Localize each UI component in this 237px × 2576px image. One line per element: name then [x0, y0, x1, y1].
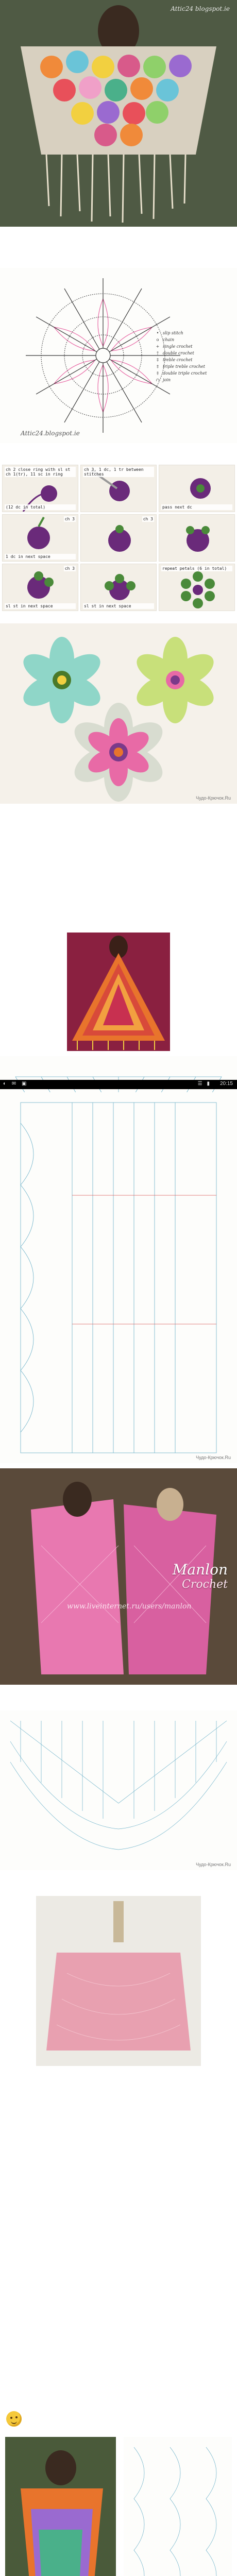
step-8-caption: sl st in next space — [83, 603, 154, 609]
flower-motifs-photo — [0, 623, 237, 804]
step-5-photo — [80, 514, 157, 562]
step-1-caption: ch 2 close ring with sl st ch 1(tr), 11 sc in ring — [5, 467, 76, 477]
lace-shawl-chart-panel — [0, 1092, 237, 1463]
site-watermark-1: Чудо-Крючок.Ru — [196, 795, 231, 801]
pink-wrap-photo — [36, 1896, 201, 2066]
step-tutorial-panel — [0, 464, 237, 618]
bottom-collage — [0, 2432, 237, 2576]
manlon-logo: Manlon Crochet — [172, 1561, 228, 1591]
step-4-extra: ch 3 — [64, 517, 75, 521]
shawl-watermark: Attic24 blogspot.ie — [171, 5, 230, 12]
legend-item: • slip stitch — [155, 330, 207, 336]
treble-crochet-icon: ‡ — [157, 358, 159, 362]
step-9-photo — [159, 564, 235, 611]
legend-item: ∩ join — [155, 377, 207, 383]
legend-item: + single crochet — [155, 343, 207, 350]
double-triple-icon: ‡ — [157, 371, 159, 376]
pink-wrap-photo-panel — [36, 1896, 201, 2066]
poncho-photo — [67, 933, 170, 1051]
join-icon: ∩ — [156, 378, 160, 382]
step-3-caption: pass next dc — [161, 504, 232, 510]
stitch-legend — [155, 330, 207, 383]
legend-item: ‡ triple treble crochet — [155, 363, 207, 370]
status-time: 20:15 — [219, 1081, 233, 1087]
motif-chart-watermark: Attic24.blogspot.ie — [21, 430, 80, 437]
step-5-caption: ch 3 — [143, 517, 153, 521]
motif-chart-panel — [0, 268, 237, 443]
step-1-caption-bottom: (12 dc in total) — [5, 504, 76, 510]
pink-photo-watermark: www.liveinternet.ru/users/manlon — [67, 1602, 192, 1611]
step-8-photo — [80, 564, 157, 611]
step-4-photo — [2, 514, 78, 562]
phone-status-bar — [0, 1080, 237, 1089]
legend-item: † double crochet — [155, 350, 207, 357]
step-6-photo — [159, 514, 235, 562]
step-2-caption: ch 3, 1 dc, 1 tr between stitches — [83, 467, 154, 477]
signal-battery-icon: ☰ ▮ — [197, 1081, 211, 1087]
step-3-photo — [159, 465, 235, 512]
shawl-photo — [0, 0, 237, 227]
bottom-collage-panel — [0, 2432, 237, 2576]
legend-item: ‡ double triple crochet — [155, 370, 207, 377]
site-watermark-4: Чудо-Крючок.Ru — [196, 1862, 231, 1867]
step-9-caption: repeat petals (6 in total) — [161, 566, 232, 571]
step-7-photo — [2, 564, 78, 611]
step-7-extra: ch 3 — [64, 566, 75, 571]
fan-shawl-chart — [0, 1710, 237, 1870]
step-7-caption: sl st in next space — [5, 603, 76, 609]
legend-item: ‡ treble crochet — [155, 357, 207, 363]
legend-item: o chain — [155, 336, 207, 343]
fan-shawl-chart-panel — [0, 1710, 237, 1870]
lace-shawl-chart — [0, 1092, 237, 1463]
notification-icons: ◐ ✉ ▣ — [3, 1081, 29, 1087]
step-4-caption: 1 dc in next space — [5, 554, 76, 560]
poncho-photo-panel — [67, 933, 170, 1051]
triple-treble-icon: ‡ — [157, 364, 159, 369]
chain-icon: o — [156, 337, 159, 342]
flower-motifs-photo-panel — [0, 623, 237, 804]
slip-stitch-icon: • — [156, 331, 159, 335]
step-2-photo — [80, 465, 157, 512]
smiley-emoji-icon — [6, 2411, 22, 2427]
single-crochet-icon: + — [156, 344, 160, 349]
double-crochet-icon: † — [157, 351, 159, 355]
shawl-photo-panel — [0, 0, 237, 227]
step-1-photo — [2, 465, 78, 512]
site-watermark-3: Чудо-Крючок.Ru — [196, 1455, 231, 1460]
